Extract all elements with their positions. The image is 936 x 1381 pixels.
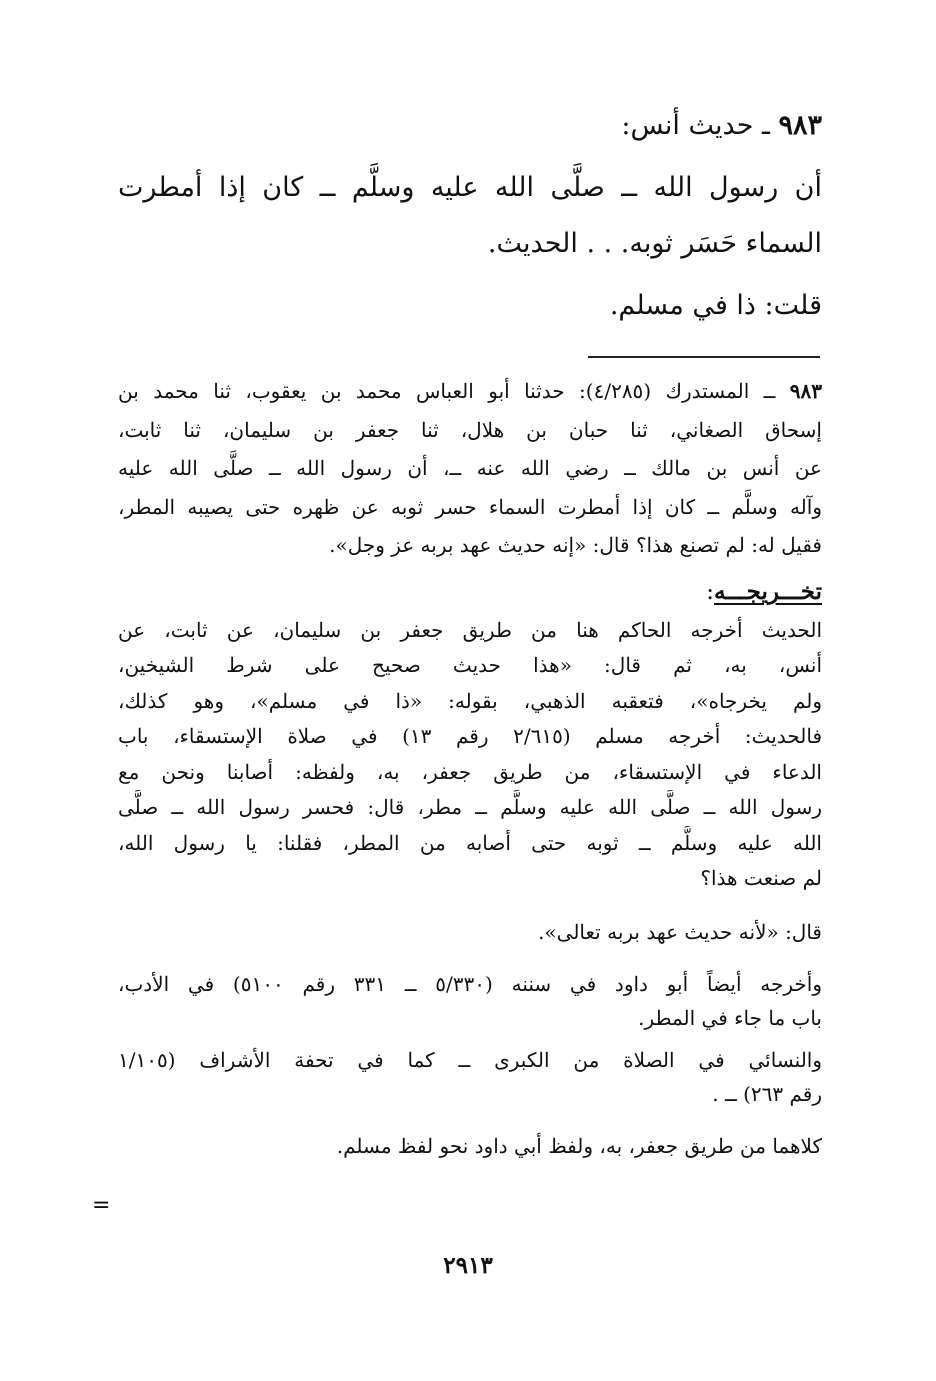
footnote-line — [118, 372, 822, 411]
footnote-number: ٩٨٣ — [789, 379, 822, 403]
closing-note — [118, 1129, 822, 1163]
footnote-line-text: ــ المستدرك (٤/٢٨٥): حدثنا أبو العباس محمد بن يعقوب، ثنا محمد بن — [118, 379, 776, 403]
footnote-line: فقيل له: لم تصنع هذا؟ قال: «إنه حديث عهد بربه عز وجل». — [329, 533, 822, 558]
hadith-number: ٩٨٣ — [778, 110, 822, 141]
takhrij-line: أنس، به، ثم قال: «هذا حديث صحيح على شرط الشيخين، — [118, 653, 822, 678]
takhrij-line: الله عليه وسلَّم ــ ثوبه حتى أصابه من المطر، فقلنا: يا رسول الله، — [118, 830, 822, 855]
closing-note-text: كلاهما من طريق جعفر، به، ولفظ أبي داود نحو لفظ مسلم. — [336, 1133, 822, 1158]
nasai-line: رقم ٢٦٣) ــ . — [712, 1081, 822, 1106]
page-number: ٢٩١٣ — [443, 1252, 493, 1279]
takhrij-title: تخـــريجـــه — [714, 577, 822, 605]
page-content — [118, 104, 822, 1163]
footnote-separator — [588, 356, 820, 358]
takhrij-heading — [118, 571, 822, 613]
hadith-text — [118, 160, 822, 272]
abu-dawud-line: وأخرجه أيضاً أبو داود في سننه (٥/٣٣٠ ــ ٣٣١ رقم ٥١٠٠) في الأدب، — [118, 971, 822, 996]
hadith-heading-text: ـ حديث أنس: — [621, 110, 770, 141]
prophet-answer — [118, 915, 822, 949]
prophet-answer-text: قال: «لأنه حديث عهد بربه تعالى». — [538, 919, 822, 944]
continuation-mark: = — [92, 1193, 111, 1218]
footnote-line: عن أنس بن مالك ــ رضي الله عنه ــ، أن رسول الله ــ صلَّى الله عليه — [118, 456, 822, 481]
takhrij-line: رسول الله ــ صلَّى الله عليه وسلَّم ــ مطر، قال: فحسر رسول الله ــ صلَّى — [118, 795, 822, 820]
takhrij-colon: : — [706, 578, 715, 605]
footnote-line: إسحاق الصغاني، ثنا حبان بن هلال، ثنا جعفر بن سليمان، ثنا ثابت، — [118, 417, 822, 442]
author-comment: قلت: ذا في مسلم. — [609, 290, 822, 321]
takhrij-line: الدعاء في الإستسقاء، من طريق جعفر، به، ولفظه: أصابنا ونحن مع — [118, 759, 822, 784]
takhrij-line: ولم يخرجاه»، فتعقبه الذهبي، بقوله: «ذا في مسلم»، وهو كذلك، — [118, 688, 822, 713]
takhrij-line: الحديث أخرجه الحاكم هنا من طريق جعفر بن سليمان، عن ثابت، عن — [118, 617, 822, 642]
takhrij-line: لم صنعت هذا؟ — [700, 866, 822, 891]
hadith-heading — [118, 104, 822, 148]
footnote — [118, 372, 822, 565]
abu-dawud-line: باب ما جاء في المطر. — [638, 1005, 822, 1030]
takhrij-line: فالحديث: أخرجه مسلم (٢/٦١٥ رقم ١٣) في صلاة الإستسقاء، باب — [118, 724, 822, 749]
abu-dawud-reference — [118, 967, 822, 1035]
nasai-line: والنسائي في الصلاة من الكبرى ــ كما في تحفة الأشراف (١/١٠٥ — [118, 1047, 822, 1072]
hadith-text-line: السماء حَسَر ثوبه. . . الحديث. — [487, 228, 822, 259]
nasai-reference — [118, 1043, 822, 1111]
takhrij-body — [118, 613, 822, 897]
footnote-line: وآله وسلَّم ــ كان إذا أمطرت السماء حسر ثوبه عن ظهره حتى يصيبه المطر، — [118, 494, 822, 519]
hadith-text-line: أن رسول الله ــ صلَّى الله عليه وسلَّم ــ كان إذا أمطرت — [118, 172, 822, 203]
